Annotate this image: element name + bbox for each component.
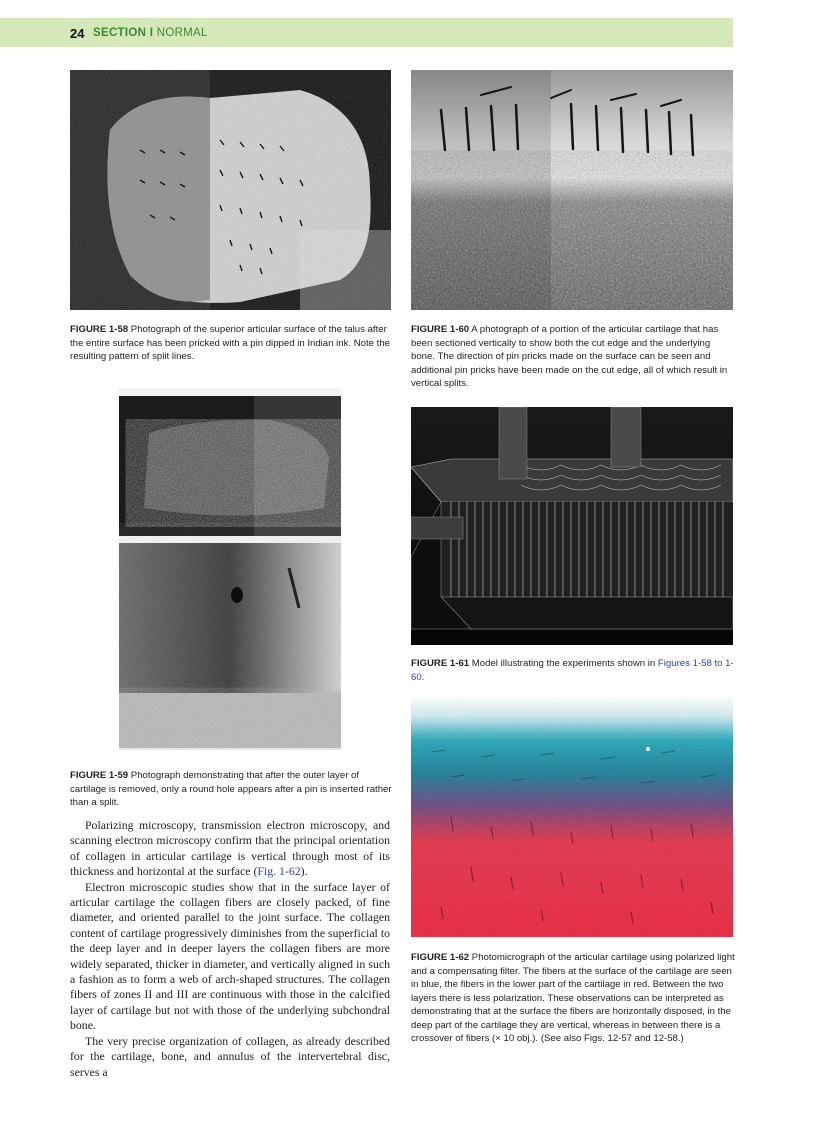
caption-label: FIGURE 1-62 bbox=[411, 952, 470, 963]
caption-end: . bbox=[421, 671, 425, 683]
paragraph-3: The very precise organization of collagen, as already described for the cartilage, bone, and annulus of the intervertebral disc, serves a bbox=[70, 1033, 390, 1079]
talus-photo bbox=[70, 70, 391, 310]
caption-label: FIGURE 1-58 bbox=[70, 324, 129, 335]
caption-label: FIGURE 1-59 bbox=[70, 770, 129, 781]
figure-1-58-caption bbox=[70, 323, 393, 364]
caption-text: A photograph of a portion of the articular cartilage that has been sectioned vertically to show both the cut edge and the underlying bone. The direction of pin pricks made on the surface can be seen and additional pin pricks have been made on the cut edge, all of which result in vertical splits. bbox=[411, 324, 728, 389]
section-heading bbox=[93, 27, 208, 39]
polarized-micrograph bbox=[411, 697, 733, 937]
body-text-column bbox=[70, 818, 390, 1080]
paragraph-1-end: ). bbox=[300, 864, 308, 879]
section-title: NORMAL bbox=[156, 27, 208, 39]
paragraph-2: Electron microscopic studies show that in the surface layer of articular cartilage the collagen fibers are closely packed, of fine diameter, and oriented parallel to the joint surface. The collagen content of cartilage progressively diminishes from the superficial to the deep layer and in deeper layers the collagen fibers are more widely separated, thicker in diameter, and vertically aligned in such a fashion as to form a web of arch-shaped structures. The collagen fibers of zones II and III are continuous with those in the calcified layer of cartilage but not with those of the underlying subchondral bone. bbox=[70, 879, 390, 1033]
figure-cross-reference[interactable]: Figures 1-58 to 1-60 bbox=[411, 658, 734, 683]
caption-label: FIGURE 1-60 bbox=[411, 324, 470, 335]
caption-text: Model illustrating the experiments shown in bbox=[471, 658, 656, 669]
figure-1-58-image bbox=[70, 70, 391, 310]
figure-cross-reference[interactable]: Fig. 1-62 bbox=[257, 864, 301, 879]
caption-text: Photograph of the superior articular surface of the talus after the entire surface has been pricked with a pin dipped in Indian ink. Note the resulting pattern of split lines. bbox=[70, 324, 390, 362]
figure-1-62-image bbox=[411, 697, 733, 937]
figure-1-60-caption bbox=[411, 323, 736, 391]
figure-1-60-image bbox=[411, 70, 733, 310]
figure-1-59-caption bbox=[70, 769, 393, 810]
section-label: SECTION I bbox=[93, 27, 154, 39]
figure-1-61-image bbox=[411, 407, 733, 645]
caption-text: Photomicrograph of the articular cartilage using polarized light and a compensating filter. The fibers at the surface of the cartilage are seen in blue, the fibers in the lower part of the cartilage in red. Between the two layers there is less polarization. These observations can be interpreted as demonstrating that at the surface the fibers are horizontally disposed, in the deep part of the cartilage they are vertical, whereas in between there is a crossover of fibers (× 10 obj.). (See also Figs. 12-57 and 12-58.) bbox=[411, 952, 735, 1044]
fiber-model-illustration bbox=[411, 407, 733, 645]
page-number: 24 bbox=[70, 26, 85, 41]
cartilage-section-photo bbox=[411, 70, 733, 310]
caption-text: Photograph demonstrating that after the outer layer of cartilage is removed, only a round hole appears after a pin is inserted rather than a split. bbox=[70, 770, 392, 808]
figure-1-61-caption bbox=[411, 657, 741, 684]
figure-1-62-caption bbox=[411, 951, 739, 1046]
caption-label: FIGURE 1-61 bbox=[411, 658, 470, 669]
paragraph-1-text: Polarizing microscopy, transmission electron microscopy, and scanning electron microscopy confirm that the principal orientation of collagen in articular cartilage is vertical through most of its thickness and horizontal at the surface ( bbox=[70, 818, 390, 879]
figure-1-59-image bbox=[119, 388, 341, 750]
hole-photo-panels bbox=[119, 388, 341, 750]
paragraph-1 bbox=[70, 818, 390, 880]
